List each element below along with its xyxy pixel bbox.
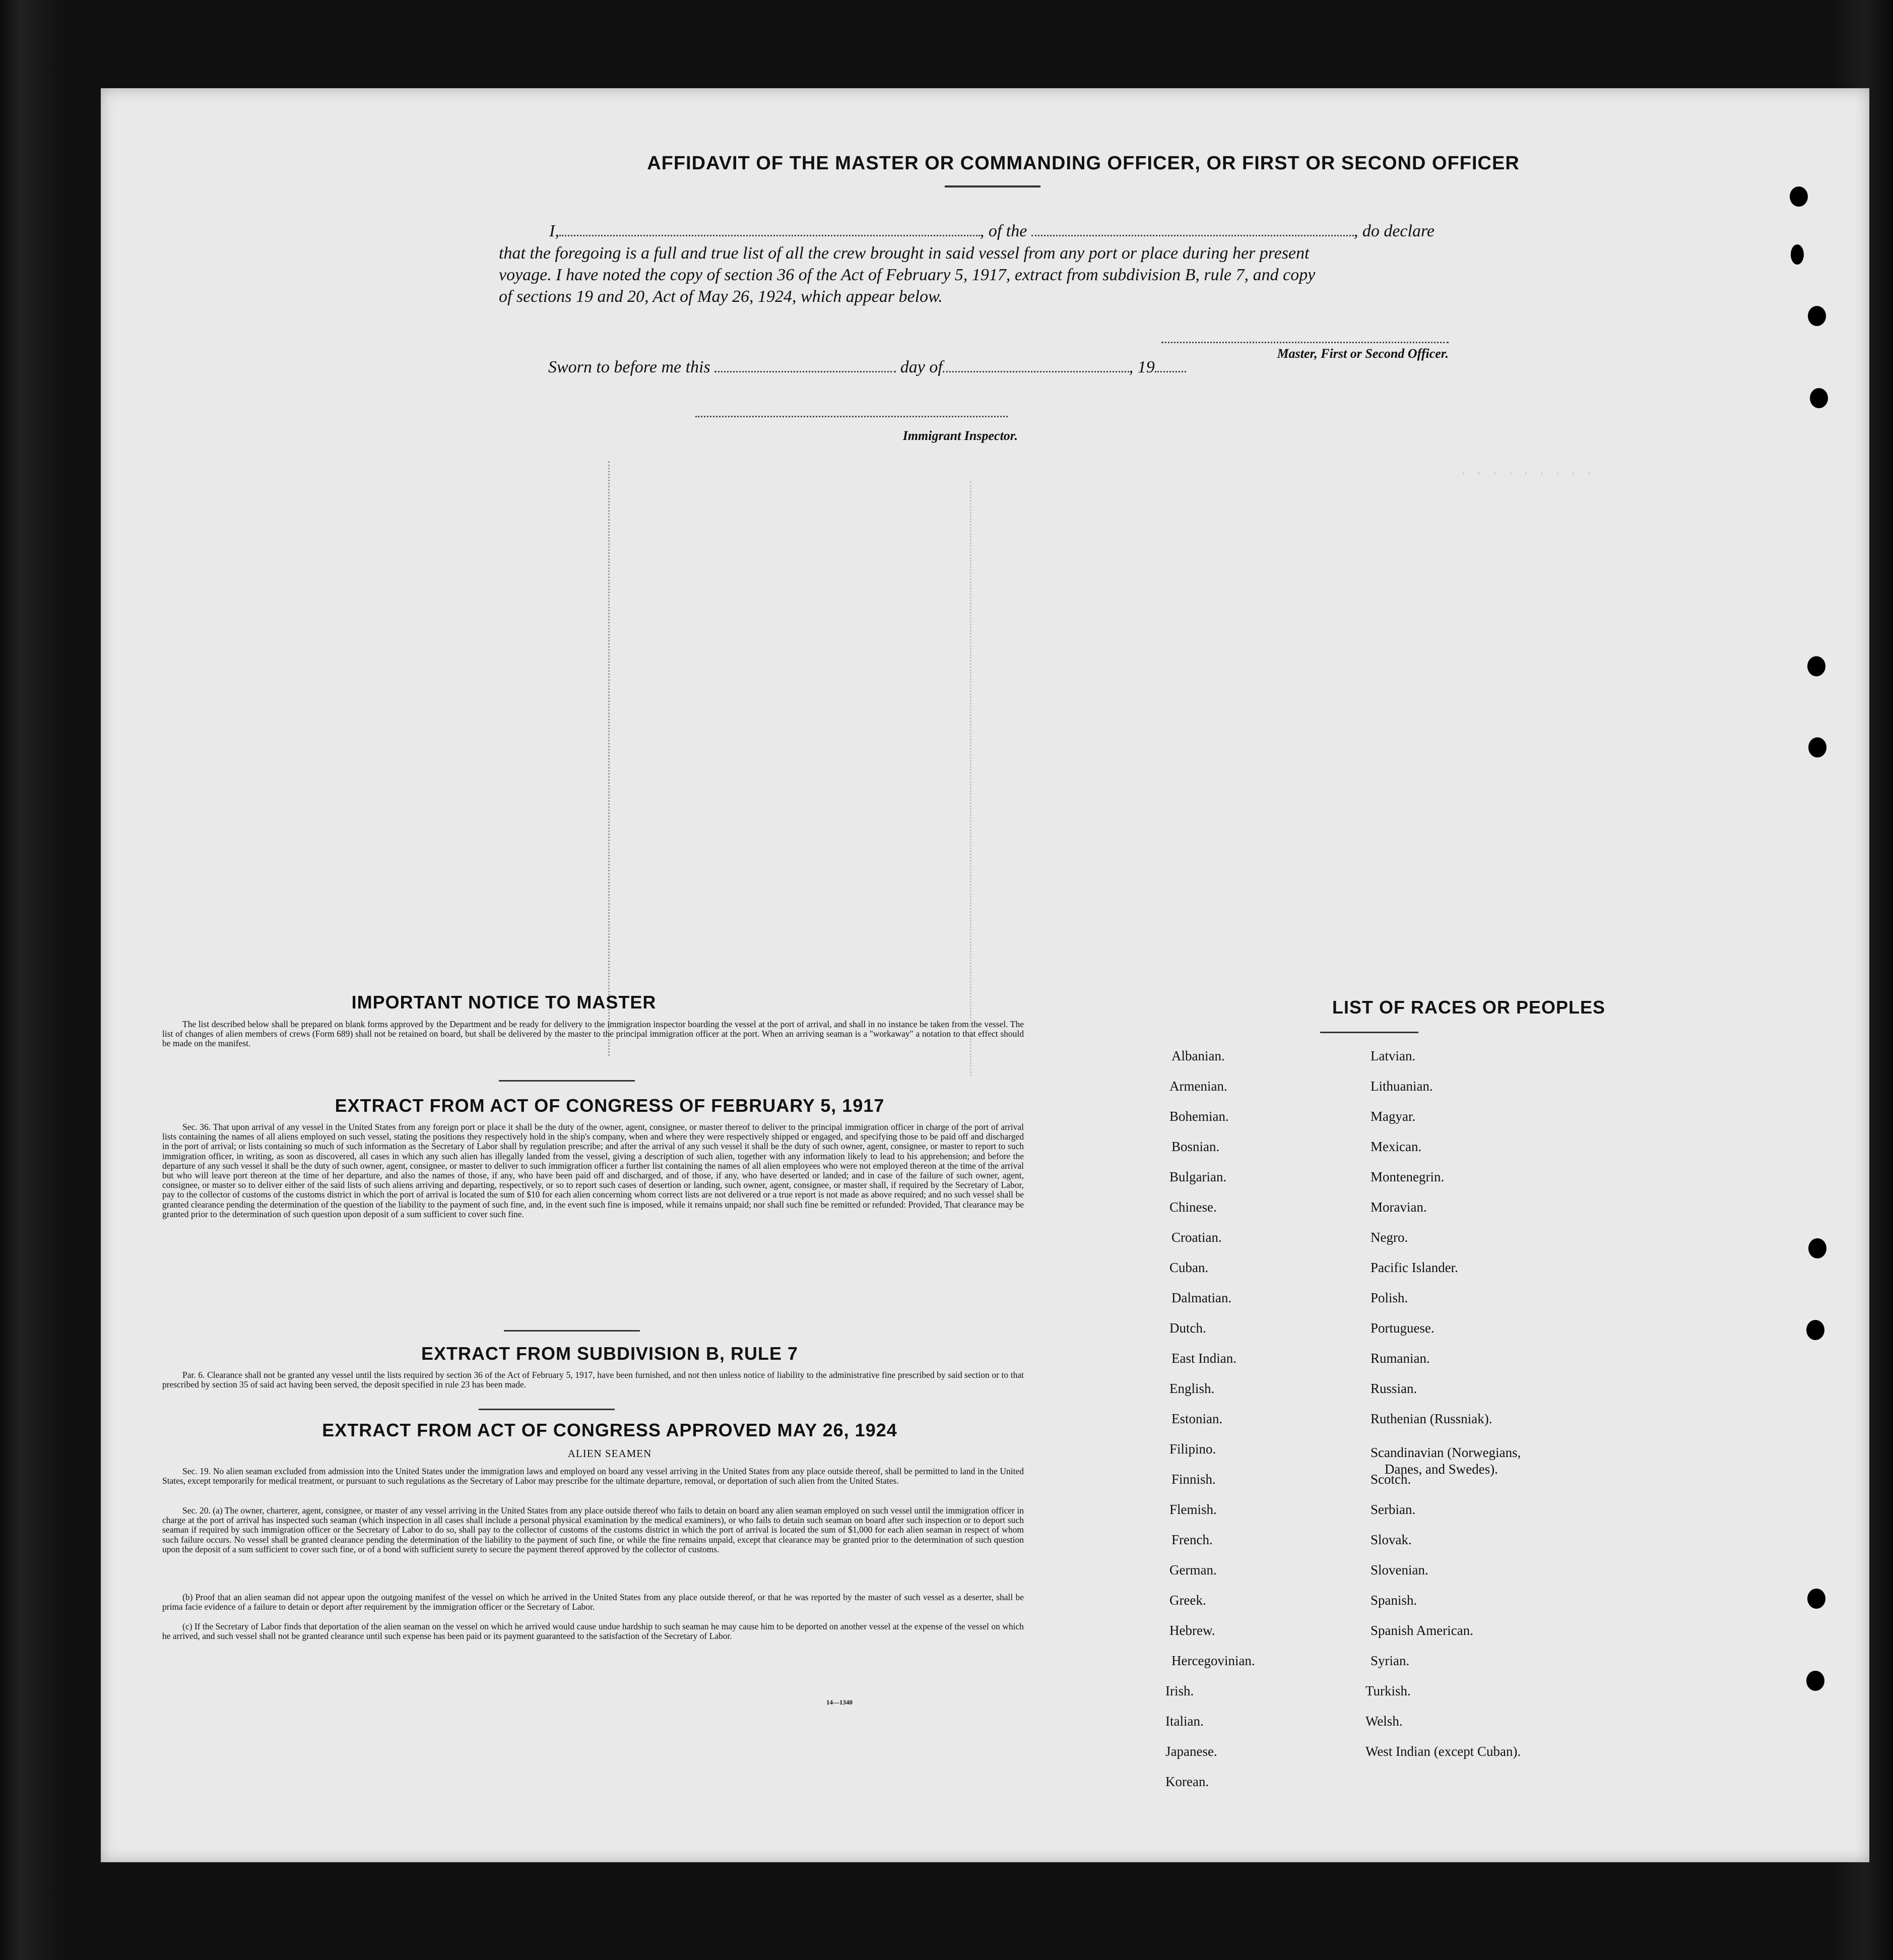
- binder-hole: [1807, 1589, 1825, 1609]
- section-divider: [499, 1080, 635, 1082]
- sec20c-text: (c) If the Secretary of Labor finds that deportation of the alien seaman on the vessel on which he arrived would cause undue hardship to such seaman he may cause him to be deported on another vessel at the expense of the vessel on which he arrived, and such vessel shall not be granted clearance until such expense has been paid or its payment guaranteed to the satisfaction of the Secretary of Labor.: [162, 1621, 1024, 1641]
- sworn-line: [548, 356, 1354, 378]
- race-item: Russian.: [1370, 1381, 1417, 1396]
- race-item: Lithuanian.: [1370, 1079, 1433, 1094]
- race-item: Flemish.: [1169, 1502, 1217, 1517]
- binder-hole: [1810, 388, 1828, 408]
- race-item: Albanian.: [1171, 1048, 1225, 1063]
- affidavit-declare: , do declare: [1353, 222, 1435, 240]
- binder-hole: [1790, 186, 1808, 207]
- race-item: Hebrew.: [1169, 1623, 1215, 1638]
- race-item: German.: [1169, 1562, 1217, 1577]
- race-item: Hercegovinian.: [1171, 1653, 1255, 1668]
- sworn-day-blank[interactable]: [714, 357, 896, 372]
- sworn-year: , 19: [1129, 358, 1155, 376]
- races-divider: [1320, 1032, 1418, 1033]
- extract-1917-title: EXTRACT FROM ACT OF CONGRESS OF FEBRUARY 5, 1917: [335, 1095, 885, 1116]
- race-item: Welsh.: [1365, 1714, 1403, 1729]
- race-item: Bohemian.: [1169, 1109, 1229, 1124]
- races-title: LIST OF RACES OR PEOPLES: [1332, 997, 1606, 1018]
- race-item: Estonian.: [1171, 1411, 1223, 1426]
- affidavit-line-3: voyage. I have noted the copy of section 36 of the Act of February 5, 1917, extract from subdivision B, rule 7, and copy: [499, 266, 1316, 284]
- affidavit-i: I,: [549, 222, 559, 240]
- affidavit-line-1: [549, 220, 1582, 242]
- binder-hole: [1808, 737, 1826, 757]
- sworn-day-of: day of: [900, 358, 943, 376]
- notice-text: The list described below shall be prepared on blank forms approved by the Department and be ready for delivery to the immigration inspector boarding the vessel at the port of arrival, and shall in no instance be taken from the vessel. The list of changes of alien members of crews (Form 689) shall not be retained on board, but shall be delivered by the master to the principal immigration officer at the port. When an arriving seaman is a "workaway" a notation to that effect should be made on the manifest.: [162, 1019, 1024, 1049]
- sec19-text: Sec. 19. No alien seaman excluded from admission into the United States under the immigration laws and employed on board any vessel arriving in the United States from any place outside thereof, shall be permitted to land in the United States, except temporarily for medical treatment, or pursuant to such regulations as the Secretary of Labor may prescribe for the ultimate departure, removal, or deportation of such alien from the United States.: [162, 1466, 1024, 1486]
- race-item: Korean.: [1165, 1774, 1209, 1789]
- master-signature-caption: Master, First or Second Officer.: [1277, 346, 1449, 361]
- sec20b-text: (b) Proof that an alien seaman did not appear upon the outgoing manifest of the vessel on which he arrived in the United States from any place outside thereof, or that he was reported by the master of such vessel as a deserter, shall be prima facie evidence of a failure to detain or deport after requirement by the immigration officer or the Secretary of Labor.: [162, 1592, 1024, 1612]
- race-item: West Indian (except Cuban).: [1365, 1744, 1521, 1759]
- race-item: English.: [1169, 1381, 1215, 1396]
- form-number: 14—1340: [826, 1698, 853, 1706]
- race-item: Moravian.: [1370, 1199, 1427, 1215]
- race-item: Danes, and Swedes).: [1385, 1462, 1498, 1477]
- vessel-name-blank[interactable]: [1031, 221, 1354, 236]
- race-item: Chinese.: [1169, 1199, 1217, 1215]
- race-item: Mexican.: [1370, 1139, 1422, 1154]
- affidavit-line-4: of sections 19 and 20, Act of May 26, 1924, which appear below.: [499, 287, 943, 306]
- race-item: Slovak.: [1370, 1532, 1412, 1547]
- race-item: Polish.: [1370, 1290, 1408, 1305]
- title-divider: [945, 185, 1040, 187]
- binder-hole: [1806, 1320, 1824, 1340]
- race-item: Scandinavian (Norwegians,: [1370, 1445, 1521, 1460]
- bleed-through-mark: [970, 481, 972, 1076]
- inspector-caption: Immigrant Inspector.: [902, 428, 1018, 443]
- race-item: Dutch.: [1169, 1320, 1206, 1336]
- alien-seamen-subtitle: ALIEN SEAMEN: [567, 1447, 652, 1460]
- race-item: Armenian.: [1169, 1079, 1227, 1094]
- binder-hole: [1791, 244, 1804, 265]
- officer-name-blank[interactable]: [559, 221, 980, 236]
- extract-1924-title: EXTRACT FROM ACT OF CONGRESS APPROVED MAY 26, 1924: [322, 1420, 897, 1440]
- rule7-text: Par. 6. Clearance shall not be granted any vessel until the lists required by section 36 of the Act of February 5, 1917, have been furnished, and not then unless notice of liability to the administrative fine prescribed by said section or to that prescribed by section 35 of said act having been served, the deposit specified in rule 23 has been made.: [162, 1370, 1024, 1390]
- inspector-signature-line[interactable]: [695, 416, 1008, 417]
- race-item: Bulgarian.: [1169, 1169, 1227, 1184]
- section-divider: [504, 1330, 640, 1332]
- binder-hole: [1808, 306, 1826, 326]
- race-item: Finnish.: [1171, 1472, 1216, 1487]
- race-item: Greek.: [1169, 1593, 1206, 1608]
- affidavit-line-2: that the foregoing is a full and true list of all the crew brought in said vessel from any port or place during her present: [499, 244, 1310, 263]
- document-page: [101, 88, 1869, 1862]
- race-item: Latvian.: [1370, 1048, 1416, 1063]
- race-item: Ruthenian (Russniak).: [1370, 1411, 1492, 1426]
- race-item: Italian.: [1165, 1714, 1204, 1729]
- race-item: Portuguese.: [1370, 1320, 1434, 1336]
- race-item: Rumanian.: [1370, 1351, 1430, 1366]
- affidavit-of-the: , of the: [980, 222, 1027, 240]
- race-item: Spanish.: [1370, 1593, 1417, 1608]
- race-item: Scotch.: [1370, 1472, 1411, 1487]
- section-divider: [479, 1409, 615, 1410]
- bleed-through-mark: · · · · · · · · ·: [1461, 466, 1595, 481]
- race-item: Negro.: [1370, 1230, 1408, 1245]
- race-item: Turkish.: [1365, 1683, 1411, 1698]
- binder-hole: [1808, 1238, 1826, 1258]
- race-item: Syrian.: [1370, 1653, 1410, 1668]
- master-signature-line[interactable]: [1161, 342, 1449, 343]
- race-item: Irish.: [1165, 1683, 1194, 1698]
- race-item: Montenegrin.: [1370, 1169, 1445, 1184]
- race-item: Japanese.: [1165, 1744, 1217, 1759]
- race-item: Spanish American.: [1370, 1623, 1473, 1638]
- sworn-label: Sworn to before me this: [548, 358, 710, 376]
- extract-1917-text: Sec. 36. That upon arrival of any vessel in the United States from any foreign port or place it shall be the duty of the owner, agent, consignee, or master thereof to deliver to the principal immigration officer in charge of the port of arrival lists containing the names of all aliens employed on such vessel, stating the positions they respectively hold in the ship's company, when and where they were respectively shipped or engaged, and specifying those to be paid off and discharged in the port of arrival; or lists containing so much of such information as the Secretary of Labor shall by regulation prescribe; and after the arrival of any such vessel it shall be the duty of such owner, agent, consignee, or master to report to such immigration officer, in writing, as soon as discovered, all cases in which any such alien has illegally landed from the vessel, giving a description of such alien, together with any information likely to lead to his apprehension; and before the departure of any such vessel it shall be the duty of such owner, agent, consignee, or master to deliver to such immigration officer a further list containing the names of all alien employees who were not employed thereon at the time of the arrival but who will leave port thereon at the time of her departure, and also the names of those, if any, who have been paid off and discharged, and of those, if any, who have deserted or landed; and in case of the failure of such owner, agent, consignee, or master so to deliver either of the said lists of such aliens arriving and departing, respectively, or so to report such cases of desertion or landing, such owner, agent, consignee, or master shall, if required by the Secretary of Labor, pay to the collector of customs of the customs district in which the port of arrival is located the sum of $10 for each alien concerning whom correct lists are not delivered or a true report is not made as above required; and no such vessel shall be granted clearance pending the determination of the question of the liability to the payment of such fine, and, in the event such fine is imposed, while it remains unpaid; nor shall such fine be remitted or refunded: Provided, That clearance may be granted prior to the determination of such question upon deposit of a sum sufficient to cover such fine.: [162, 1122, 1024, 1219]
- race-item: Dalmatian.: [1171, 1290, 1232, 1305]
- race-item: Serbian.: [1370, 1502, 1416, 1517]
- race-item: Pacific Islander.: [1370, 1260, 1458, 1275]
- race-item: Bosnian.: [1171, 1139, 1220, 1154]
- notice-title: IMPORTANT NOTICE TO MASTER: [351, 992, 657, 1013]
- rule7-title: EXTRACT FROM SUBDIVISION B, RULE 7: [421, 1343, 799, 1364]
- race-item: Slovenian.: [1370, 1562, 1428, 1577]
- bleed-through-mark: [608, 461, 611, 1056]
- sworn-month-blank[interactable]: [943, 357, 1129, 372]
- affidavit-title: AFFIDAVIT OF THE MASTER OR COMMANDING OFFICER, OR FIRST OR SECOND OFFICER: [647, 153, 1520, 174]
- race-item: East Indian.: [1171, 1351, 1236, 1366]
- race-item: Croatian.: [1171, 1230, 1222, 1245]
- sworn-year-blank[interactable]: [1155, 357, 1186, 372]
- binder-hole: [1806, 1671, 1824, 1691]
- binder-hole: [1807, 656, 1825, 676]
- race-item: French.: [1171, 1532, 1213, 1547]
- race-item: Cuban.: [1169, 1260, 1209, 1275]
- race-item: Magyar.: [1370, 1109, 1416, 1124]
- race-item: Filipino.: [1169, 1441, 1216, 1457]
- sec20a-text: Sec. 20. (a) The owner, charterer, agent, consignee, or master of any vessel arriving in the United States from any place outside thereof who fails to detain on board any alien seaman employed on such vessel until the immigration officer in charge at the port of arrival has inspected such seaman (which inspection in all cases shall include a personal physical examination by the medical examiners), or who fails to detain such seaman on board after such inspection or to deport such seaman if required by such immigration officer or the Secretary of Labor to do so, shall pay to the collector of customs of the customs district in which the port of arrival is located the sum of $1,000 for each alien seaman in respect of whom such failure occurs. No vessel shall be granted clearance pending the determination of the liability to the payment of such fine, or while the fine remains unpaid, except that clearance may be granted prior to the determination of such question upon the deposit of a sum sufficient to cover such fine, or of a bond with sufficient surety to secure the payment thereof approved by the collector of customs.: [162, 1505, 1024, 1554]
